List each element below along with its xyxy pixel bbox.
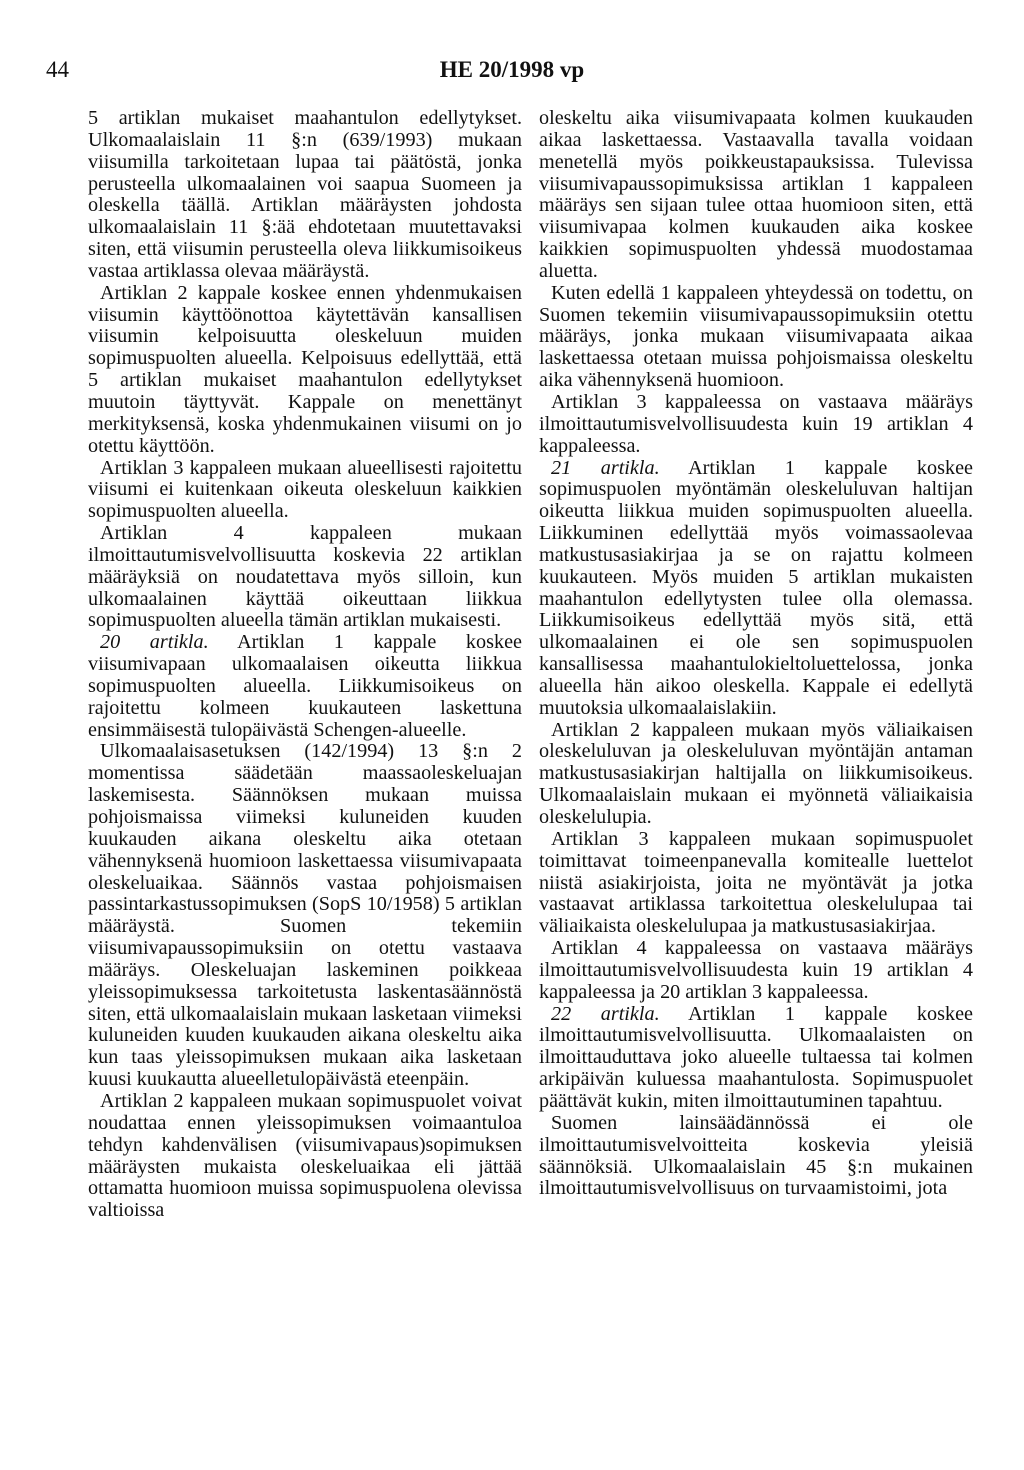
article-heading: 22 artikla. bbox=[551, 1002, 660, 1025]
paragraph: Artiklan 2 kappaleen mukaan sopimuspuolet voivat noudattaa ennen yleissopimuksen voimaantuloa tehdyn kahdenvälisen (viisumivapaus)sopimuksen määräysten mukaista oleskeluaikaa eli jättää ottamatta huomioon muissa sopimuspuolena olevissa valtioissa bbox=[88, 1089, 522, 1222]
paragraph-text: Artiklan 1 kappale koskee viisumivapaan ulkomaalaisen oikeutta liikkua sopimuspuolten alueella. Liikkumisoikeus on rajoitettu kolmeen kuukauteen laskettuna ensimmäisestä tulopäivästä Schengen-alueelle. bbox=[88, 631, 522, 741]
paragraph: oleskeltu aika viisumivapaata kolmen kuukauden aikaa laskettaessa. Vastaavalla tavalla voidaan menetellä myös poikkeustapauksissa. Tulevissa viisumivapaussopimuksissa artiklan 1 kappaleen määräys sen sijaan tulee ottaa huomioon siten, että viisumivapaa kolmen kuukauden aika koskee kaikkien sopimuspuolten yhdessä muodostamaa aluetta. bbox=[539, 107, 973, 282]
document-header-title: HE 20/1998 vp bbox=[439, 57, 585, 82]
paragraph-article-20 bbox=[88, 632, 522, 741]
paragraph: Artiklan 4 kappaleessa on vastaava määräys ilmoittautumisvelvollisuudesta kuin 19 artiklan 4 kappaleessa ja 20 artiklan 3 kappaleessa. bbox=[539, 937, 973, 1003]
paragraph: Kuten edellä 1 kappaleen yhteydessä on todettu, on Suomen tekemiin viisumivapaussopimuksiin otettu määräys, jonka mukaan viisumivapaata aikaa laskettaessa otetaan muissa pohjoismaissa oleskeltu aika vähennyksenä huomioon. bbox=[539, 281, 973, 392]
paragraph-article-21 bbox=[539, 458, 973, 720]
paragraph-text: Artiklan 1 kappale koskee sopimuspuolen myöntämän oleskeluluvan haltijan oikeutta liikkua muiden sopimuspuolten alueella. Liikkuminen edellyttää myös voimassaolevaa matkustusasiakirjaa ja se on rajattu kolmeen kuukauteen. Myös muiden 5 artiklan mukaisten maahantulon edellytysten tulee olla olemassa. Liikkumisoikeus edellyttää myös sitä, että ulkomaalainen ei ole sen sopimuspuolen kansallisessa maahantulokieltoluettelossa, jonka alueella hän aikoo oleskella. Kappale ei edellytä muutoksia ulkomaalaislakiin. bbox=[539, 456, 973, 719]
left-column bbox=[88, 108, 522, 1222]
right-column bbox=[539, 108, 973, 1200]
article-heading: 21 artikla. bbox=[551, 456, 660, 479]
paragraph: Artiklan 2 kappaleen mukaan myös väliaikaisen oleskeluluvan ja oleskeluluvan myöntäjän antaman matkustusasiakirjan haltijalla on liikkumisoikeus. Ulkomaalaislain mukaan ei myönnetä väliaikaisia oleskelulupia. bbox=[539, 718, 973, 828]
paragraph: 5 artiklan mukaiset maahantulon edellytykset. Ulkomaalaislain 11 §:n (639/1993) mukaan viisumilla tarkoitetaan lupaa tai päätöstä, jonka perusteella ulkomaalainen voi saapua Suomeen ja oleskella täällä. Artiklan määräysten johdosta ulkomaalaislain 11 §:ää ehdotetaan muutettavaksi siten, että viisumin perusteella oleva liikkumisoikeus vastaa artiklassa olevaa määräystä. bbox=[88, 107, 522, 282]
paragraph: Suomen lainsäädännössä ei ole ilmoittautumisvelvoitteita koskevia yleisiä säännöksiä. Ulkomaalaislain 45 §:n mukainen ilmoittautumisvelvollisuus on turvaamistoimi, jota bbox=[539, 1111, 973, 1200]
paragraph: Artiklan 2 kappale koskee ennen yhdenmukaisen viisumin käyttöönottoa käytettävän kansallisen viisumin kelpoisuutta oleskeluun muiden sopimuspuolten alueella. Kelpoisuus edellyttää, että 5 artiklan mukaiset maahantulon edellytykset muutoin täyttyvät. Kappale on menettänyt merkityksensä, koska yhdenmukainen viisumi on jo otettu käyttöön. bbox=[88, 281, 522, 457]
paragraph: Artiklan 3 kappaleen mukaan alueellisesti rajoitettu viisumi ei kuitenkaan oikeuta oleskeluun kaikkien sopimuspuolten alueella. bbox=[88, 456, 522, 523]
paragraph-article-22 bbox=[539, 1004, 973, 1113]
article-heading: 20 artikla. bbox=[100, 631, 209, 654]
paragraph-text: Artiklan 1 kappale koskee ilmoittautumisvelvollisuutta. Ulkomaalaisten on ilmoittauduttava joko alueelle tultaessa tai kolmen arkipäivän kuluessa maahantulosta. Sopimuspuolet päättävät kukin, miten ilmoittautuminen tapahtuu. bbox=[539, 1002, 973, 1112]
page-number: 44 bbox=[46, 57, 69, 82]
paragraph: Artiklan 3 kappaleen mukaan sopimuspuolet toimittavat toimeenpanevalla komitealle luettelot niistä asiakirjoista, joita ne myöntävät ja jotka vastaavat artiklassa tarkoitettua oleskelulupaa tai väliaikaista oleskelulupaa ja matkustusasiakirjaa. bbox=[539, 827, 973, 938]
paragraph: Artiklan 4 kappaleen mukaan ilmoittautumisvelvollisuutta koskevia 22 artiklan määräyksiä on noudatettava myös silloin, kun ulkomaalainen käyttää oikeuttaan liikkua sopimuspuolten alueella tämän artiklan mukaisesti. bbox=[88, 522, 522, 632]
paragraph: Artiklan 3 kappaleessa on vastaava määräys ilmoittautumisvelvollisuudesta kuin 19 artiklan 4 kappaleessa. bbox=[539, 390, 973, 457]
paragraph: Ulkomaalaisasetuksen (142/1994) 13 §:n 2 momentissa säädetään maassaoleskeluajan laskemisesta. Säännöksen mukaan muissa pohjoismaissa viimeksi kuluneiden kuuden kuukauden aikana oleskeltu aika otetaan vähennyksenä huomioon laskettaessa viisumivapaata oleskeluaikaa. Säännös vastaa pohjoismaisen passintarkastussopimuksen (SopS 10/1958) 5 artiklan määräystä. Suomen tekemiin viisumivapaussopimuksiin on otettu vastaava määräys. Oleskeluajan laskeminen poikkeaa yleissopimuksessa tarkoitetusta laskentasäännöstä siten, että ulkomaalaislain mukaan lasketaan viimeksi kuluneiden kuuden kuukauden aikana oleskeltu aika kun taas yleissopimuksen mukaan aika lasketaan kuusi kuukautta alueelletulopäivästä eteenpäin. bbox=[88, 740, 522, 1091]
